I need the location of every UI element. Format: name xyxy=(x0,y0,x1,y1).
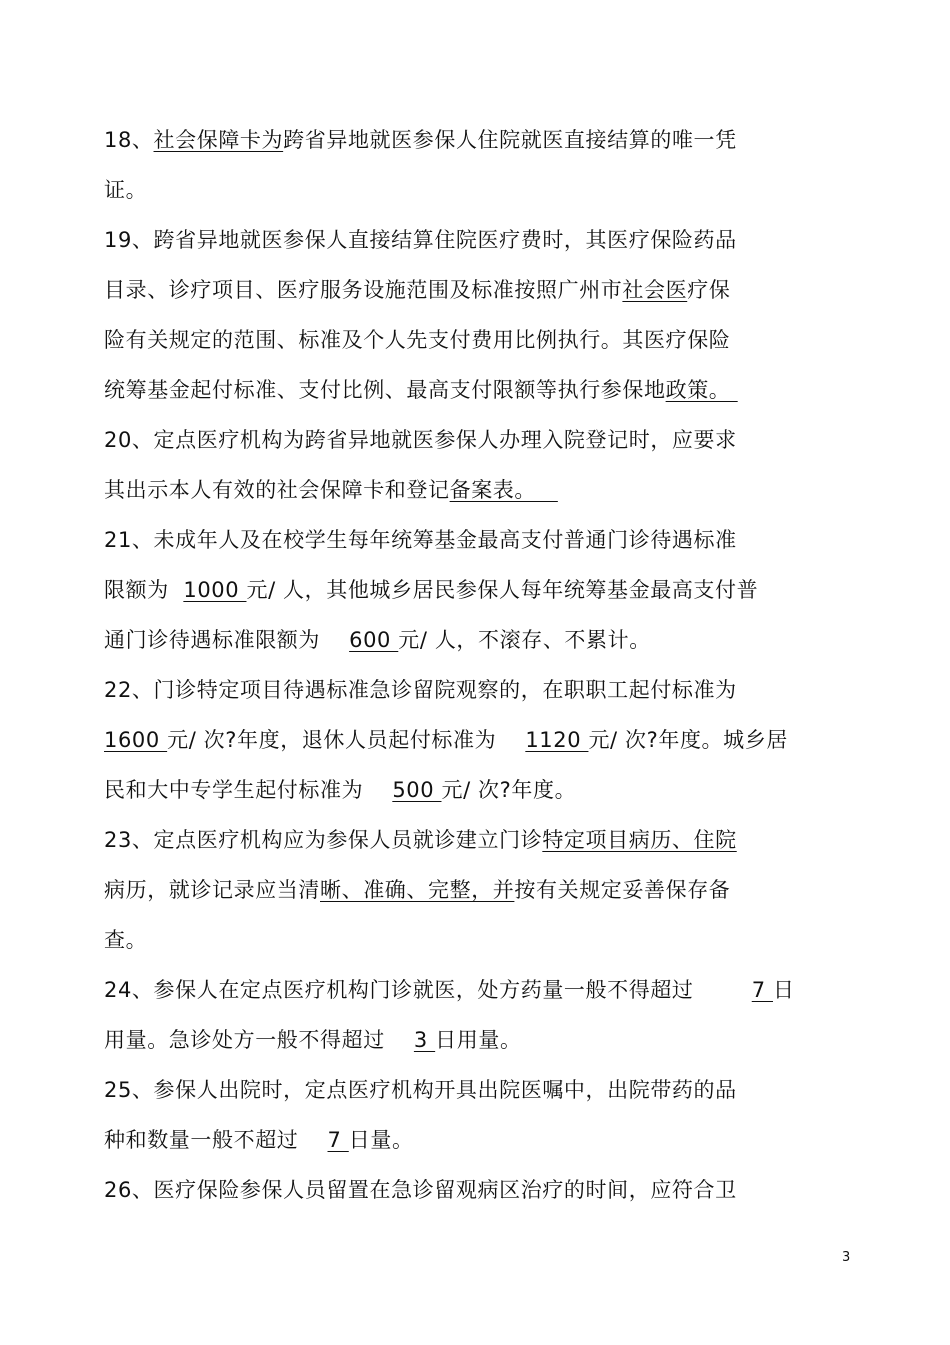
text-line-19d xyxy=(104,374,738,406)
text-line-25b xyxy=(104,1124,414,1156)
text-line-24b xyxy=(104,1024,522,1056)
underlined-answer-600: 600 xyxy=(349,628,399,652)
underlined-answer-1120: 1120 xyxy=(525,728,589,752)
underlined-answer-social-medical: 社会医 xyxy=(622,278,688,302)
text-segment: 19、跨省异地就医参保人直接结算住院医疗费时，其医疗保险药品 xyxy=(104,228,737,252)
text-line-20b xyxy=(104,474,558,506)
text-segment: 目录、诊疗项目、医疗服务设施范围及标准按照广州市 xyxy=(104,278,623,302)
text-segment: 种和数量一般不超过 xyxy=(104,1128,328,1152)
text-line-23c xyxy=(104,924,147,956)
underlined-answer-1600: 1600 xyxy=(104,728,168,752)
text-segment: 其出示本人有效的社会保障卡和登记 xyxy=(104,478,450,502)
text-segment: 23、定点医疗机构应为参保人员就诊建立门诊 xyxy=(104,828,543,852)
text-segment: 元/ 次?年度，退休人员起付标准为 xyxy=(167,728,526,752)
text-segment: 22、门诊特定项目待遇标准急诊留院观察的，在职职工起付标准为 xyxy=(104,678,737,702)
text-line-25a xyxy=(104,1074,737,1106)
text-line-22a xyxy=(104,674,737,706)
text-line-22b xyxy=(104,724,788,756)
text-segment: 元/ 人，不滚存、不累计。 xyxy=(398,628,651,652)
text-line-20a xyxy=(104,424,737,456)
text-line-23a xyxy=(104,824,737,856)
text-segment: 按有关规定妥善保存备 xyxy=(514,878,731,902)
underlined-answer-social-security-card: 社会保障卡为 xyxy=(153,128,284,152)
text-segment: 日量。 xyxy=(348,1128,414,1152)
text-segment: 元/ 次?年度。 xyxy=(441,778,577,802)
text-segment: 民和大中专学生起付标准为 xyxy=(104,778,393,802)
text-segment: 跨省异地就医参保人住院就医直接结算的唯一凭 xyxy=(283,128,737,152)
text-line-18b xyxy=(104,174,147,206)
text-segment: 24、参保人在定点医疗机构门诊就医，处方药量一般不得超过 xyxy=(104,978,752,1002)
text-segment: 病历，就诊记录应当清 xyxy=(104,878,320,902)
page-number: 3 xyxy=(842,1250,851,1265)
text-segment: 证。 xyxy=(104,178,148,202)
text-segment: 险有关规定的范围、标准及个人先支付费用比例执行。其医疗保险 xyxy=(104,328,731,352)
underlined-answer-7-days-discharge: 7 xyxy=(327,1128,349,1152)
text-line-19a xyxy=(104,224,737,256)
text-line-24a xyxy=(104,974,795,1006)
text-line-22c xyxy=(104,774,576,806)
text-segment: 查。 xyxy=(104,928,148,952)
underlined-answer-3-days: 3 xyxy=(413,1028,436,1052)
underlined-answer-policy: 政策。 xyxy=(665,378,738,402)
underlined-answer-500: 500 xyxy=(392,778,442,802)
text-segment: 统筹基金起付标准、支付比例、最高支付限额等执行参保地 xyxy=(104,378,666,402)
text-segment: 通门诊待遇标准限额为 xyxy=(104,628,350,652)
item-number-18: 18、 xyxy=(104,128,154,152)
text-line-21a xyxy=(104,524,737,556)
text-line-21b xyxy=(104,574,758,606)
text-line-19c xyxy=(104,324,730,356)
text-line-21c xyxy=(104,624,651,656)
text-line-19b xyxy=(104,274,730,306)
text-line-23b xyxy=(104,874,730,906)
text-segment: 20、定点医疗机构为跨省异地就医参保人办理入院登记时，应要求 xyxy=(104,428,737,452)
underlined-answer-registration-form: 备案表。 xyxy=(449,478,558,502)
text-segment: 21、未成年人及在校学生每年统筹基金最高支付普通门诊待遇标准 xyxy=(104,528,737,552)
text-segment: 日 xyxy=(772,978,795,1002)
underlined-answer-medical-records: 特定项目病历、住院 xyxy=(542,828,737,852)
text-segment: 疗保 xyxy=(687,278,731,302)
text-segment: 日用量。 xyxy=(435,1028,522,1052)
underlined-answer-7-days: 7 xyxy=(751,978,773,1002)
underlined-answer-record-quality: 晰、准确、完整，并 xyxy=(320,878,515,902)
text-line-18a xyxy=(104,124,737,156)
text-line-26a xyxy=(104,1174,737,1206)
text-segment: 限额为 xyxy=(104,578,184,602)
text-segment: 25、参保人出院时，定点医疗机构开具出院医嘱中，出院带药的品 xyxy=(104,1078,737,1102)
underlined-answer-1000: 1000 xyxy=(183,578,247,602)
text-segment: 元/ 次?年度。城乡居 xyxy=(588,728,788,752)
text-segment: 用量。急诊处方一般不得超过 xyxy=(104,1028,414,1052)
text-segment: 元/ 人，其他城乡居民参保人每年统筹基金最高支付普 xyxy=(246,578,759,602)
text-segment: 26、医疗保险参保人员留置在急诊留观病区治疗的时间，应符合卫 xyxy=(104,1178,737,1202)
